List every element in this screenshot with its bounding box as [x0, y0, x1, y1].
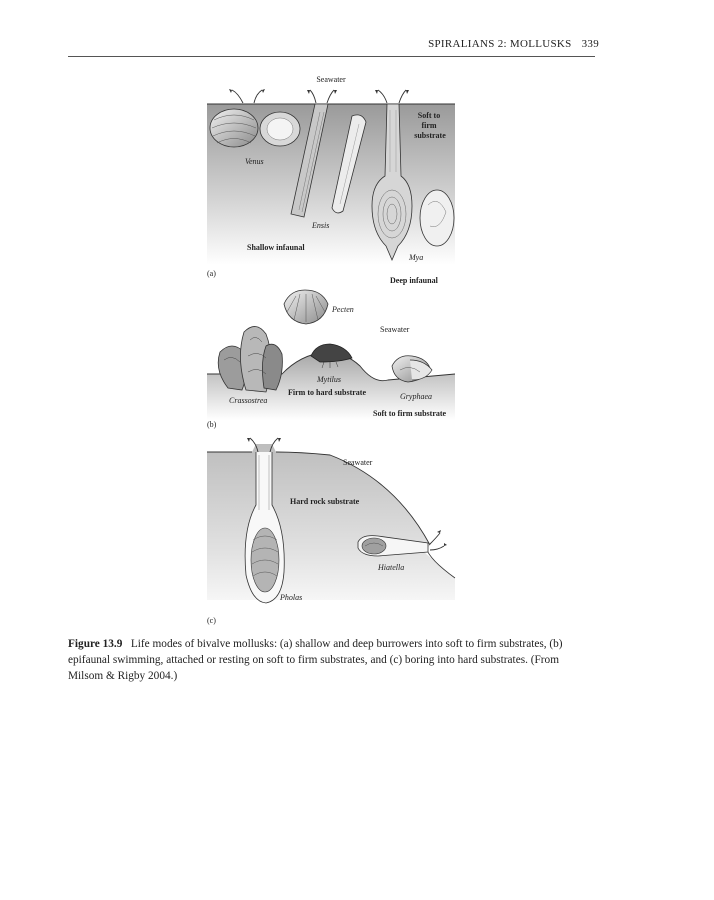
figure-caption-text: Life modes of bivalve mollusks: (a) shallow and deep burrowers into soft to firm substrates, (b) epifaunal swimming, attached or resting on soft to firm substrates, and (c) boring into hard substrates. (From Milsom & Rigby 2004.) [68, 638, 563, 682]
venus-label: Venus [245, 157, 264, 166]
page-number: 339 [581, 38, 599, 50]
panel-b [207, 290, 455, 429]
pecten-shell [284, 290, 328, 324]
shallow-infaunal-label: Shallow infaunal [247, 243, 305, 252]
crassostrea-label: Crassostrea [229, 396, 268, 405]
panel-a [207, 75, 455, 285]
panel-b-tag: (b) [207, 420, 217, 429]
mytilus-label: Mytilus [317, 375, 341, 384]
deep-infaunal-label: Deep infaunal [390, 276, 438, 285]
panel-c-tag: (c) [207, 616, 216, 625]
firm-substrate-label: Firm to hard substrate [288, 388, 366, 397]
crassostrea-shell [218, 326, 282, 392]
panel-a-substrate-label: Soft to firm substrate [414, 111, 446, 140]
panel-b-seawater-label: Seawater [380, 325, 410, 334]
panel-c-seawater-label: Seawater [343, 458, 373, 467]
panel-c [207, 438, 455, 625]
hiatella-label: Hiatella [378, 563, 405, 572]
ensis-label: Ensis [312, 221, 330, 230]
pholas-label: Pholas [280, 593, 303, 602]
soft-substrate-label: Soft to firm substrate [373, 409, 447, 418]
figure-caption-label: Figure 13.9 [68, 638, 123, 650]
figure-caption [68, 636, 588, 684]
gryphaea-label: Gryphaea [400, 392, 432, 401]
pecten-label: Pecten [332, 305, 354, 314]
panel-a-tag: (a) [207, 269, 216, 278]
running-head-title: SPIRALIANS 2: MOLLUSKS [428, 38, 572, 50]
panel-a-seawater-label: Seawater [316, 75, 346, 84]
panel-c-rock [207, 444, 455, 600]
mya-label: Mya [409, 253, 424, 262]
hard-rock-label: Hard rock substrate [290, 497, 360, 506]
